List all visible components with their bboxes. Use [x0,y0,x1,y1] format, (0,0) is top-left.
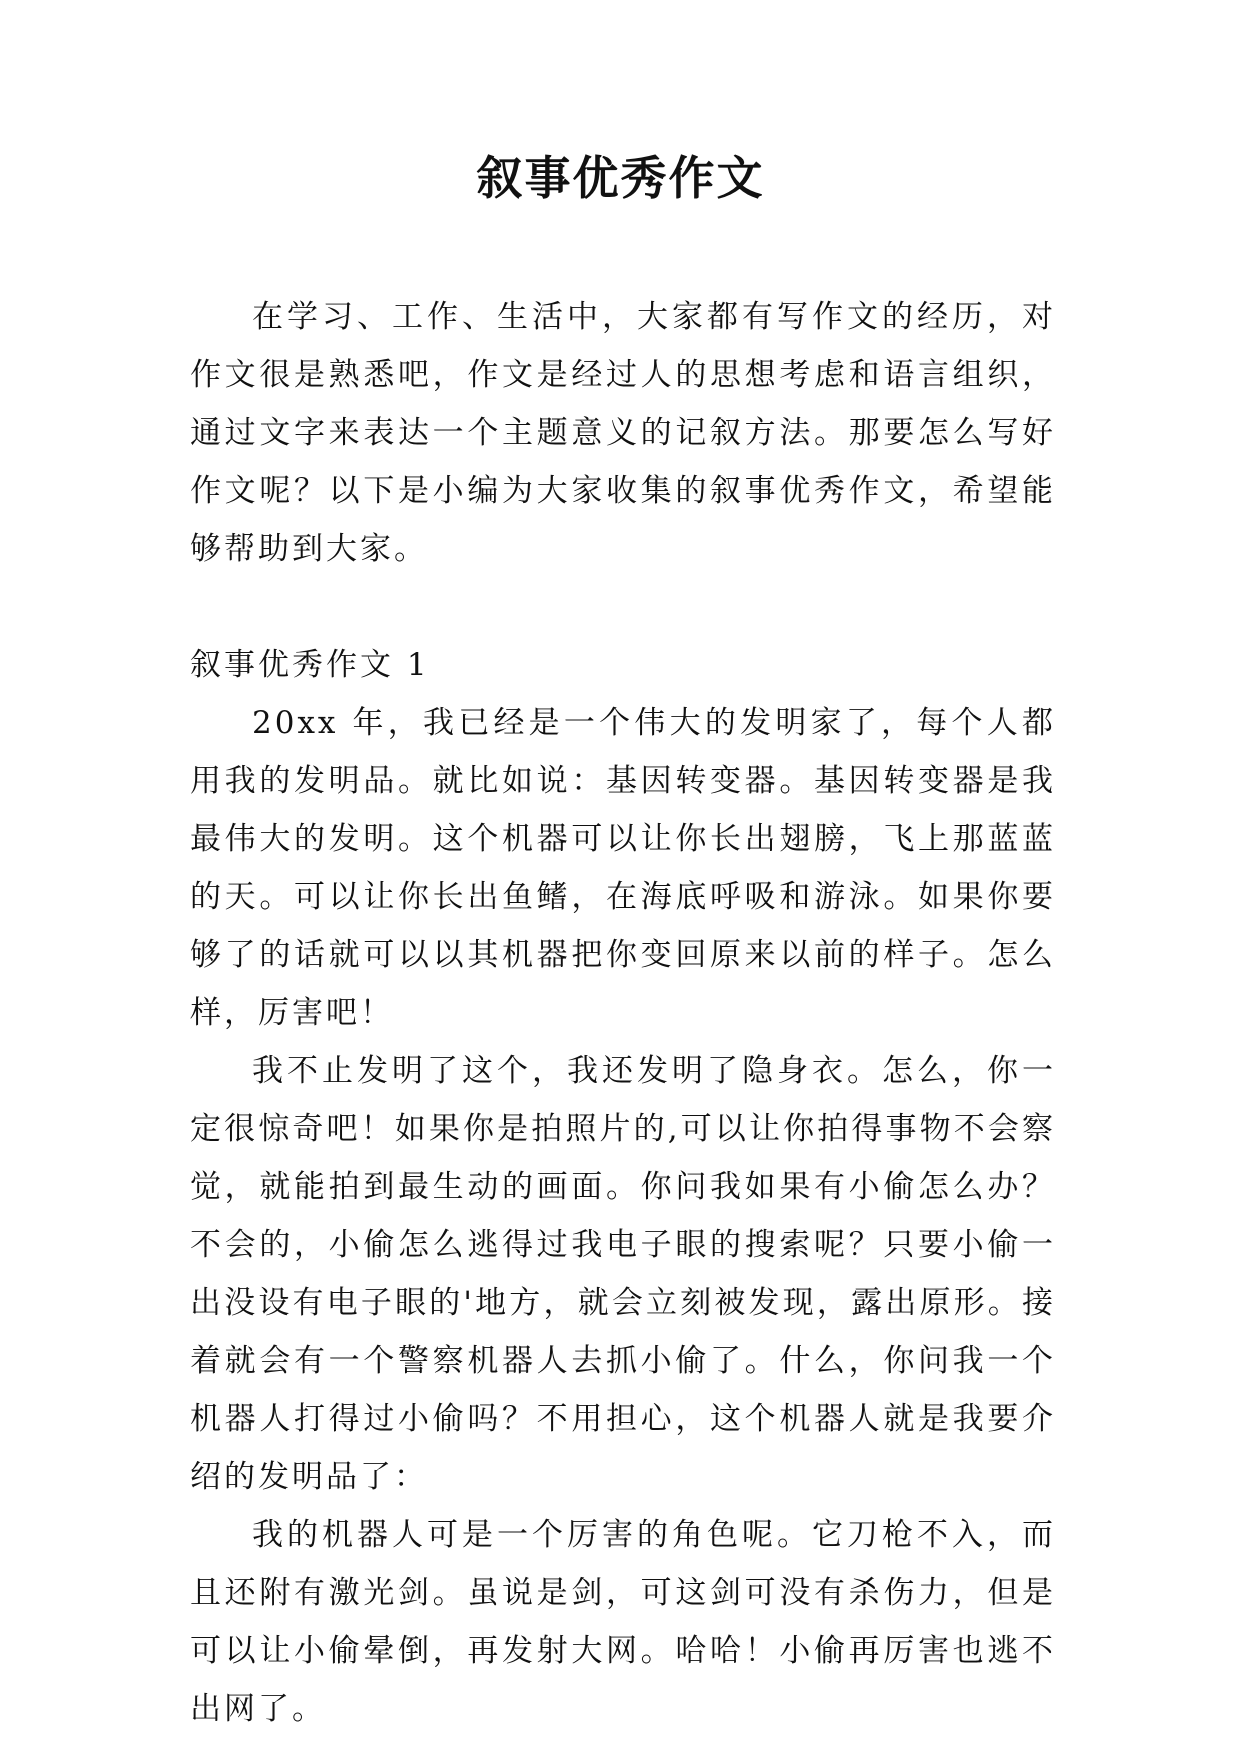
body-paragraph-2: 我不止发明了这个，我还发明了隐身衣。怎么，你一定很惊奇吧！如果你是拍照片的,可以让你拍得事物不会察觉，就能拍到最生动的画面。你问我如果有小偷怎么办？不会的，小偷怎么逃得过我电子眼的搜索呢？只要小偷一出没设有电子眼的'地方，就会立刻被发现，露出原形。接着就会有一个警察机器人去抓小偷了。什么，你问我一个机器人打得过小偷吗？不用担心，这个机器人就是我要介绍的发明品了： [190,1053,1056,1495]
document-title: 叙事优秀作文 [476,151,765,205]
body-paragraph-3: 我的机器人可是一个厉害的角色呢。它刀枪不入，而且还附有激光剑。虽说是剑，可这剑可没有杀伤力，但是可以让小偷晕倒，再发射大网。哈哈！小偷再厉害也逃不出网了。 [190,1517,1056,1727]
section-heading: 叙事优秀作文 1 [190,647,430,683]
body-paragraph-1: 20xx 年，我已经是一个伟大的发明家了，每个人都用我的发明品。就比如说：基因转变器。基因转变器是我最伟大的发明。这个机器可以让你长出翅膀，飞上那蓝蓝的天。可以让你长出鱼鳍，在海底呼吸和游泳。如果你要够了的话就可以以其机器把你变回原来以前的样子。怎么样，厉害吧！ [190,705,1056,1031]
intro-paragraph: 在学习、工作、生活中，大家都有写作文的经历，对作文很是熟悉吧，作文是经过人的思想考虑和语言组织，通过文字来表达一个主题意义的记叙方法。那要怎么写好作文呢？以下是小编为大家收集的叙事优秀作文，希望能够帮助到大家。 [190,299,1056,567]
document-body [190,288,1056,1738]
